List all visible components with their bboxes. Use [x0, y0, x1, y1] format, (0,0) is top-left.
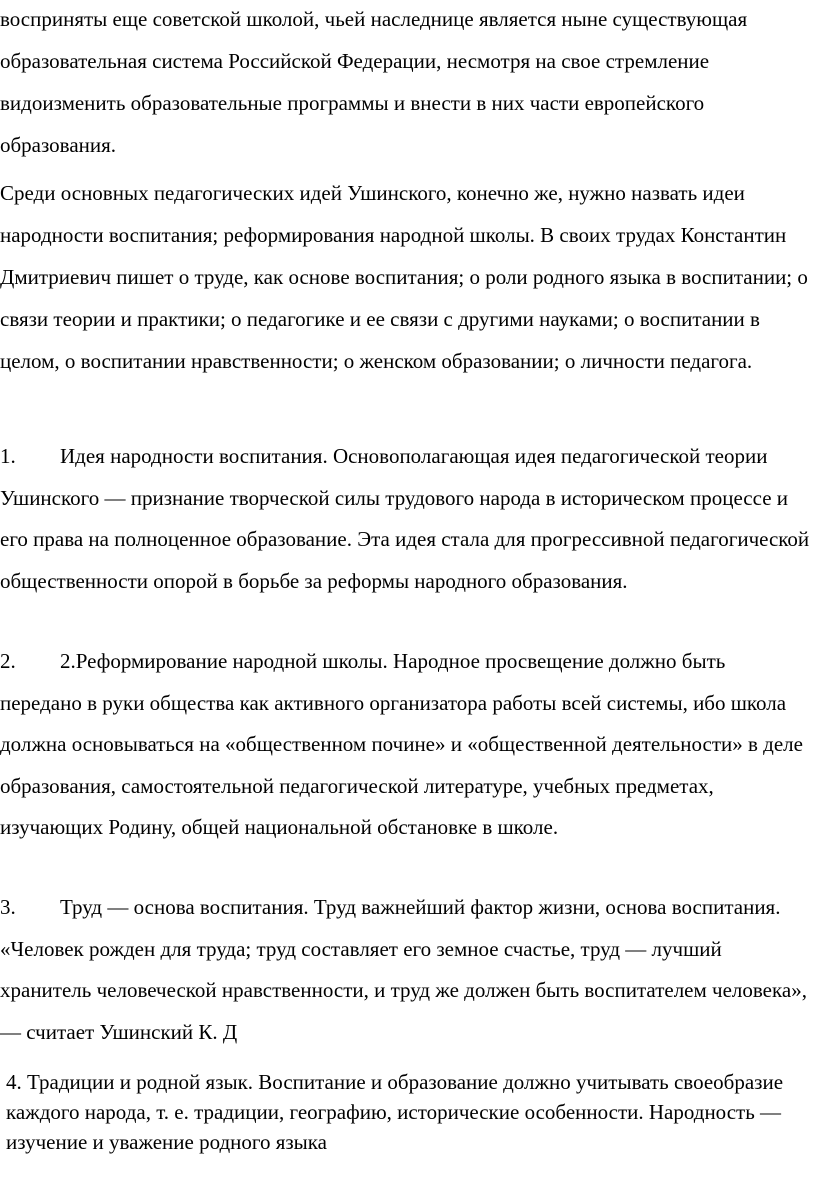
list-item-number: 3. [0, 895, 16, 919]
intro-paragraph: восприняты еще советской школой, чьей наследнице является ныне существующая образовательная система Российской Федерации, несмотря на свое стремление видоизменить образовательные программы и внести в них части европейского образования. [0, 7, 748, 157]
list-item [0, 641, 812, 849]
list-item [0, 436, 812, 602]
closing-paragraph: 4. Традиции и родной язык. Воспитание и образование должно учитывать своеобразие каждого народа, т. е. традиции, географию, исторические особенности. Народность — изучение и уважение родного языка [6, 1070, 784, 1154]
list-item-text: Труд — основа воспитания. Труд важнейший фактор жизни, основа воспитания. «Человек рожден для труда; труд составляет его земное счастье, труд — лучший хранитель человеческой нравственности, и труд же должен быть воспитателем человека», — считает Ушинский К. Д [0, 895, 807, 1044]
list-item [0, 887, 812, 1053]
list-item-text: 2.Реформирование народной школы. Народное просвещение должно быть передано в руки общества как активного организатора работы всей системы, ибо школа должна основываться на «общественном почине» и «общественной деятельности» в деле образования, самостоятельной педагогической литературе, учебных предметах, изучающих Родину, общей национальной обстановке в школе. [0, 649, 803, 839]
list-item-number: 1. [0, 444, 16, 468]
ideas-paragraph: Среди основных педагогических идей Ушинского, конечно же, нужно назвать идеи народности воспитания; реформирования народной школы. В своих трудах Константин Дмитриевич пишет о труде, как основе воспитания; о роли родного языка в воспитании; о связи теории и практики; о педагогике и ее связи с другими науками; о воспитании в целом, о воспитании нравственности; о женском образовании; о личности педагога. [0, 181, 808, 373]
list-item-text: Идея народности воспитания. Основополагающая идея педагогической теории Ушинского — признание творческой силы трудового народа в историческом процессе и его права на полноценное образование. Эта идея стала для прогрессивной педагогической общественности опорой в борьбе за реформы народного образования. [0, 444, 810, 593]
list-item-number: 2. [0, 649, 16, 673]
